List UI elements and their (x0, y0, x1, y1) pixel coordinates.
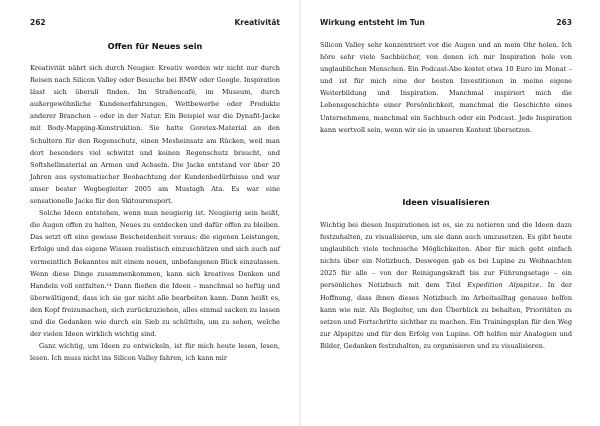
paragraph-text: . In der Hoffnung, dass ihnen dieses Notizbuch im Arbeitsalltag genauso helfen kann wie mir. Als Begleiter, um den Überblick zu behalten, Prioritäten zu setzen und Fortschritte sichtbar zu machen. Ein Trainingsplan für den Weg zur Alpspitze und für den Erfolg von Lupine. Oft helfen mir Analogien und Bilder, Gedanken festzuhalten, zu organisieren und zu visualisieren. (320, 281, 572, 350)
paragraph: Kreativität nährt sich durch Neugier. Kreativ werden wir nicht nur durch Reisen nach Silicon Valley oder Besuche bei BMW oder Google. Inspiration lässt sich überall finden. Im Straßencafé, im Museum, durch außergewöhnliche Kundenerfahrungen, Wettbewerbe oder Produkte anderer Branchen – oder in der Natur. Ein Beispiel war die Dynafit-Jacke mit Body-Mapping-Konstruktion. Sie hatte Goretex-Material an den Schultern für den Regenschutz, einen Mesheinsatz am Rücken, weil man dort besonders viel schwitzt und keinen Regenschutz braucht, und Softshellmaterial an Armen und Achseln. Die Jacke entstand vor über 20 Jahren aus systematischer Beobachtung der Kundenbedürfnisse und war unser bester Wegbegleiter 2005 am Mustagh Ata. Es war eine sensationelle Jacke für den Skitourensport. (30, 64, 280, 206)
paragraph-text: Wichtig bei diesen Inspirationen ist es, sie zu notieren und die Ideen dazu festzuhalten, zu visualisieren, um sie dann auch umzusetzen. Es gibt heute unglaublich viele technische Möglichkeiten. Aber für mich geht einfach nichts über ein Notizbuch. Deswegen gab es bei Lupine zu Weihnachten 2025 für alle – von der Reinigungskraft bis zur Führungsetage – ein persönliches Notizbuch mit dem Titel (320, 221, 572, 290)
left-body-text (30, 62, 280, 364)
paragraph: Ganz wichtig, um Ideen zu entwickeln, ist für mich heute lesen, lesen, lesen. Ich muss nicht ins Silicon Valley fahren, ich kann mir (30, 342, 280, 363)
paragraph: Silicon Valley sehr konzentriert vor die Augen und an mein Ohr holen. Ich höre sehr viele Sachbücher, von denen ich mir Inspiration hole von unglaublichen Menschen. Ein Podcast-Abo kostet etwa 10 Euro im Monat – und ist für mich eine der besten Investitionen in meine eigene Weiterbildung und Inspiration. Manchmal inspiriert mich die Lebensgeschichte einer Persönlichkeit, manchmal die Geschichte eines Unternehmens, manchmal ein Sachbuch oder ein Podcast. Jede Inspiration kann wertvoll sein, wenn wir sie in unseren Kontext übersetzen. (320, 41, 572, 134)
right-page-number: 263 (556, 17, 572, 27)
right-body-text-bottom (320, 219, 572, 352)
right-running-head: Wirkung entsteht im Tun (320, 17, 425, 27)
left-page-number: 262 (30, 17, 46, 27)
left-section-heading: Offen für Neues sein (107, 41, 203, 51)
right-section-heading: Ideen visualisieren (402, 197, 490, 207)
left-page-header (30, 16, 280, 28)
right-page (300, 0, 600, 426)
notebook-title: Expedition Alpspitze (467, 281, 540, 290)
left-running-head: Kreativität (234, 17, 280, 27)
paragraph: Solche Ideen entstehen, wenn man neugierig ist. Neugierig sein heißt, die Augen offen zu halten, Neues zu entdecken und dafür offen zu bleiben. Das setzt oft eine gewisse Bescheidenheit voraus: die eigenen Leistungen, Erfolge und das eigene Wissen realistisch einzuschätzen und sich auch auf vermeintlich Bekanntes mit einem neuen, unbefangenen Blick einzulassen. Wenn diese Dinge zusammenkommen, kann sich kreatives Denken und Handeln voll entfalten.¹⁴ Dann fließen die Ideen – manchmal so heftig und überwältigend, dass ich sie gar nicht alle bearbeiten kann. Dann heißt es, den Kopf freizumachen, sich zurückzuziehen, alles einmal sacken zu lassen und die Gedanken wie durch ein Sieb zu schütteln, um zu sehen, welche der vielen Ideen wirklich wichtig sind. (30, 209, 280, 339)
right-page-header (320, 16, 572, 28)
paragraph (320, 219, 572, 352)
right-body-text-top (320, 39, 572, 136)
